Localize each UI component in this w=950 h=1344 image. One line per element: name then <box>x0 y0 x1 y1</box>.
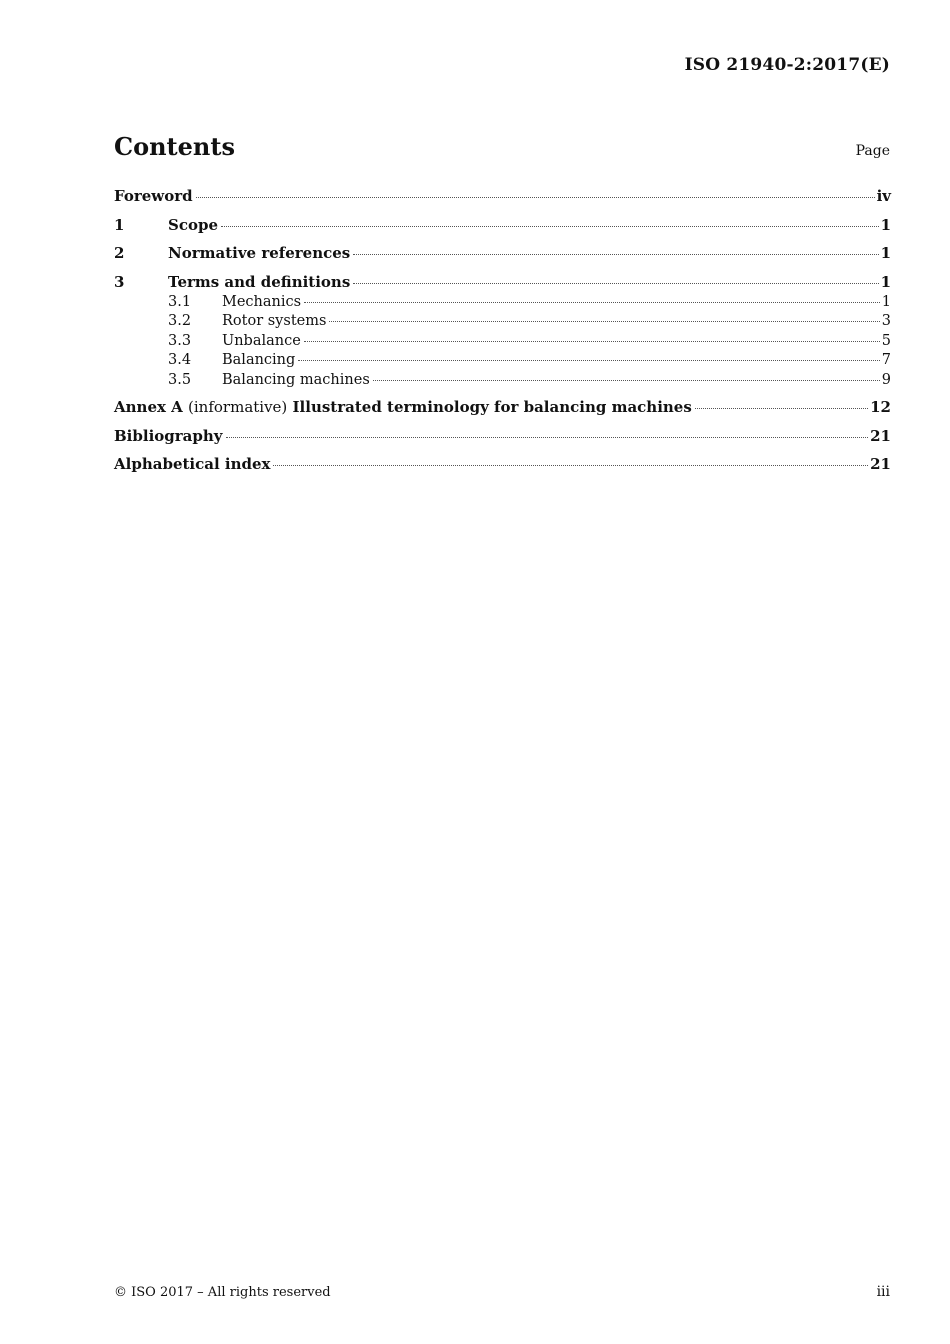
toc-entry-title: Normative references <box>168 244 351 262</box>
toc-entry-number: 3 <box>114 272 125 291</box>
toc-subentry-page: 1 <box>881 293 891 310</box>
toc-entry-page: 21 <box>870 426 891 445</box>
toc-entry-number: 2 <box>114 244 125 262</box>
toc-subentry-number: 3.4 <box>168 352 192 368</box>
toc-subentry-unbalance[interactable] <box>114 332 891 352</box>
toc-entry-title <box>114 396 692 418</box>
dot-leader <box>329 321 879 322</box>
toc-subentry-title: Rotor systems <box>222 313 327 329</box>
toc-subentry-page: 7 <box>881 352 891 368</box>
toc-subentry-number: 3.1 <box>168 293 192 310</box>
toc-subentry-title: Balancing <box>222 352 296 368</box>
annex-title: Illustrated terminology for balancing machines <box>292 398 692 416</box>
toc-subentry-number: 3.3 <box>168 332 192 349</box>
toc-subentry-balancing[interactable] <box>114 351 891 371</box>
dot-leader <box>353 254 878 255</box>
dot-leader <box>373 380 880 381</box>
table-of-contents <box>114 185 891 482</box>
toc-entry-scope[interactable] <box>114 214 891 243</box>
dot-leader <box>298 360 879 361</box>
document-id: ISO 21940-2:2017(E) <box>684 55 890 75</box>
annex-type: (informative) <box>188 398 288 416</box>
toc-subentry-number: 3.5 <box>168 371 192 388</box>
annex-label: Annex A <box>114 398 183 416</box>
toc-entry-page: iv <box>876 187 891 205</box>
dot-leader <box>304 302 880 303</box>
dot-leader <box>273 465 868 466</box>
dot-leader <box>353 283 878 284</box>
toc-entry-title: Terms and definitions <box>168 272 351 291</box>
toc-entry-page: 1 <box>880 272 891 291</box>
page-column-label: Page <box>855 143 890 159</box>
toc-entry-page: 12 <box>870 398 891 416</box>
toc-entry-title: Foreword <box>114 187 193 205</box>
page-title: Contents <box>114 132 235 161</box>
copyright-notice: © ISO 2017 – All rights reserved <box>114 1285 331 1300</box>
toc-subentry-mechanics[interactable] <box>114 293 891 313</box>
toc-subentry-title: Balancing machines <box>222 371 370 388</box>
toc-subentry-title: Unbalance <box>222 332 301 349</box>
dot-leader <box>226 437 869 438</box>
toc-entry-page: 21 <box>870 455 891 473</box>
toc-subentry-page: 3 <box>881 313 891 329</box>
dot-leader <box>304 341 880 342</box>
toc-subentry-number: 3.2 <box>168 313 192 329</box>
toc-entry-annex-a[interactable] <box>114 396 891 425</box>
dot-leader <box>221 226 879 227</box>
toc-entry-normative-references[interactable] <box>114 242 891 271</box>
page-number: iii <box>876 1284 890 1300</box>
toc-subentry-page: 5 <box>881 332 891 349</box>
toc-entry-title: Bibliography <box>114 426 223 445</box>
toc-entry-title: Scope <box>168 215 219 234</box>
toc-subentry-rotor-systems[interactable] <box>114 312 891 332</box>
toc-entry-number: 1 <box>114 215 125 234</box>
toc-entry-bibliography[interactable] <box>114 425 891 454</box>
toc-entry-alphabetical-index[interactable] <box>114 453 891 482</box>
toc-entry-page: 1 <box>880 215 891 234</box>
toc-subentry-title: Mechanics <box>222 293 302 310</box>
toc-subentry-page: 9 <box>881 371 891 388</box>
toc-entry-foreword[interactable] <box>114 185 891 214</box>
toc-entry-page: 1 <box>880 244 891 262</box>
toc-entry-title: Alphabetical index <box>114 455 271 473</box>
toc-entry-terms-and-definitions[interactable] <box>114 271 891 293</box>
toc-subentry-balancing-machines[interactable] <box>114 371 891 391</box>
dot-leader <box>695 408 868 409</box>
dot-leader <box>196 197 875 198</box>
